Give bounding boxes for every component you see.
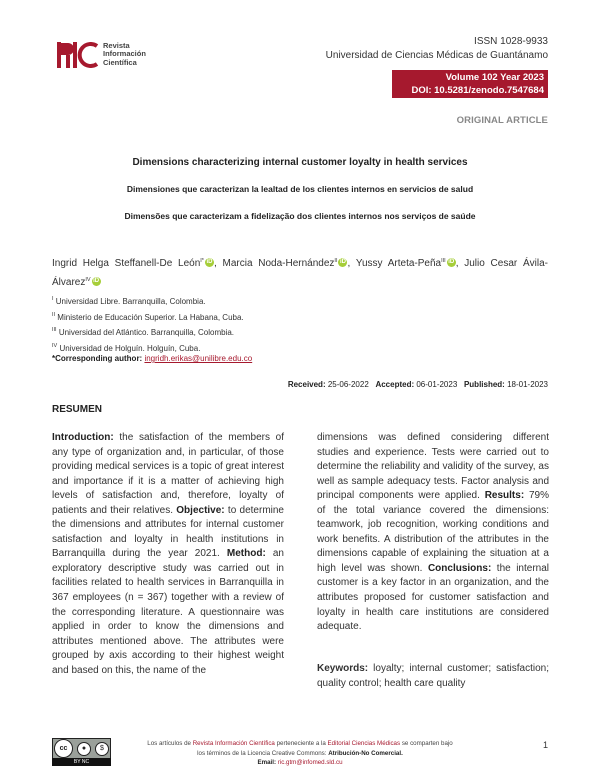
article-dates: Received: 25-06-2022 Accepted: 06-01-2023 Published: 18-01-2023 bbox=[287, 380, 548, 389]
creative-commons-badge[interactable] bbox=[52, 738, 111, 759]
affiliation-item: $^{IV}$ Universidad de Holguín. Holguín, Cuba. bbox=[52, 342, 201, 353]
page-number: 1 bbox=[542, 740, 548, 750]
noncommercial-icon: $ bbox=[95, 742, 109, 756]
article-type: ORIGINAL ARTICLE bbox=[456, 115, 548, 126]
ric-logo-icon bbox=[57, 42, 101, 68]
author-mark: I* bbox=[200, 258, 204, 264]
journal-brand-name: Revista Información Científica bbox=[103, 41, 146, 67]
license-type: Atribución-No Comercial. bbox=[328, 749, 403, 757]
publisher-link[interactable]: Editorial Ciencias Médicas bbox=[327, 740, 401, 747]
abstract-column-left: Introduction: the satisfaction of the members of any type of organization and, in particular, of those providing medical services is a topic of great interest and importance if it is a matter of achieving high levels of satisfaction and, therefore, loyalty of patients and their relatives. Objective: to determine the dimensions and attributes for internal customer satisfaction and loyalty in health institutions in Barranquilla during the year 2021. Method: an exploratory descriptive study was carried out in facilities related to health services in Barranquilla in 367 employees (n = 367) together with a review of the corresponding literature. A questionnaire was applied in order to know the dimensions and attributes mentioned above. The attributes were grouped by axis according to their highest weight and based on this, the name of the bbox=[52, 432, 284, 676]
author-mark: II bbox=[334, 258, 338, 264]
abstract-heading: RESUMEN bbox=[52, 404, 103, 415]
published-date: 18-01-2023 bbox=[507, 380, 548, 389]
attribution-icon: ● bbox=[77, 742, 91, 756]
abstract-column-right: dimensions was defined considering different studies and experience. Tests were carried out to determine the reliability and validity of the survey, as well as sample adequacy tests. Factor analysis and principal components were applied. Results: 79% of the total variance covered the dimensions: teamwork, job recognition, working conditions and work benefits. A distribution of the attributes in the dimensions capable of explaining the situation at a high level was shown. Conclusions: the internal customer is a key factor in an organization, and the attributes proposed for customer satisfaction and loyalty in health care institutions are considered adequate. bbox=[317, 432, 549, 633]
author-mark: IV bbox=[85, 277, 91, 283]
orcid-icon[interactable]: iD bbox=[448, 259, 455, 265]
corresponding-label: *Corresponding author: bbox=[52, 354, 143, 363]
affiliation-item: $^{II}$ Ministerio de Educación Superior. La Habana, Cuba. bbox=[52, 311, 244, 322]
accepted-date: 06-01-2023 bbox=[416, 380, 458, 389]
author-name: Ingrid Helga Steffanell-De León bbox=[52, 258, 201, 269]
volume-banner bbox=[392, 70, 548, 98]
cc-icon: cc bbox=[54, 739, 73, 758]
corresponding-email-link[interactable]: ingridh.erikas@unilibre.edu.co bbox=[144, 354, 253, 363]
issn: ISSN 1028-9933 bbox=[474, 36, 548, 47]
orcid-icon[interactable]: iD bbox=[93, 278, 100, 284]
affiliations bbox=[52, 293, 244, 355]
license-notice: Los artículos de Revista Información Científica perteneciente a la Editorial Ciencias Médicas se comparten bajo los términos de la Licencia Creative Commons: Atribución-No Comercial. Email: ric.gtm@infomed.sld.cu bbox=[147, 740, 453, 766]
title-spanish: Dimensiones que caracterizan la lealtad de los clientes internos en servicios de salud bbox=[126, 184, 474, 194]
orcid-icon[interactable]: iD bbox=[206, 259, 213, 265]
journal-link[interactable]: Revista Información Científica bbox=[192, 740, 275, 747]
university: Universidad de Ciencias Médicas de Guantánamo bbox=[325, 50, 548, 61]
affiliation-item: $^{III}$ Universidad del Atlántico. Barranquilla, Colombia. bbox=[52, 327, 235, 337]
keywords bbox=[317, 662, 549, 691]
author-name: Yussy Arteta-Peña bbox=[355, 258, 442, 269]
keywords-text: loyalty; internal customer; satisfaction; quality control; health care quality bbox=[317, 663, 549, 689]
journal-logo bbox=[57, 42, 177, 68]
title-portuguese: Dimensões que caracterizam a fidelização dos clientes internos nos serviços de saúde bbox=[124, 211, 476, 221]
author-name: Julio Cesar Ávila-Álvarez bbox=[52, 258, 548, 288]
orcid-icon[interactable]: iD bbox=[339, 259, 346, 265]
cc-license-label: BY NC bbox=[52, 758, 111, 766]
author-mark: III bbox=[441, 258, 446, 264]
received-date: 25-06-2022 bbox=[327, 380, 369, 389]
title-english: Dimensions characterizing internal customer loyalty in health services bbox=[132, 157, 468, 168]
volume-year: Volume 102 Year 2023 bbox=[445, 72, 544, 83]
author-name: Marcia Noda-Hernández bbox=[222, 258, 335, 269]
affiliation-item: $^I$ Universidad Libre. Barranquilla, Colombia. bbox=[52, 296, 206, 306]
journal-email-link[interactable]: ric.gtm@infomed.sld.cu bbox=[276, 759, 343, 766]
author-list: Ingrid Helga Steffanell-De León$^{I*}$ iD , Marcia Noda-Hernández$^{II}$ iD , Yussy Arteta-Peña$^{III}$ iD , Julio Cesar Ávila-Álvarez$^{IV}$ iD bbox=[52, 258, 548, 288]
keywords-label: Keywords: bbox=[317, 663, 369, 674]
issn-block bbox=[326, 35, 548, 63]
corresponding-author bbox=[52, 354, 252, 363]
doi[interactable]: DOI: 10.5281/zenodo.7547684 bbox=[411, 85, 544, 96]
